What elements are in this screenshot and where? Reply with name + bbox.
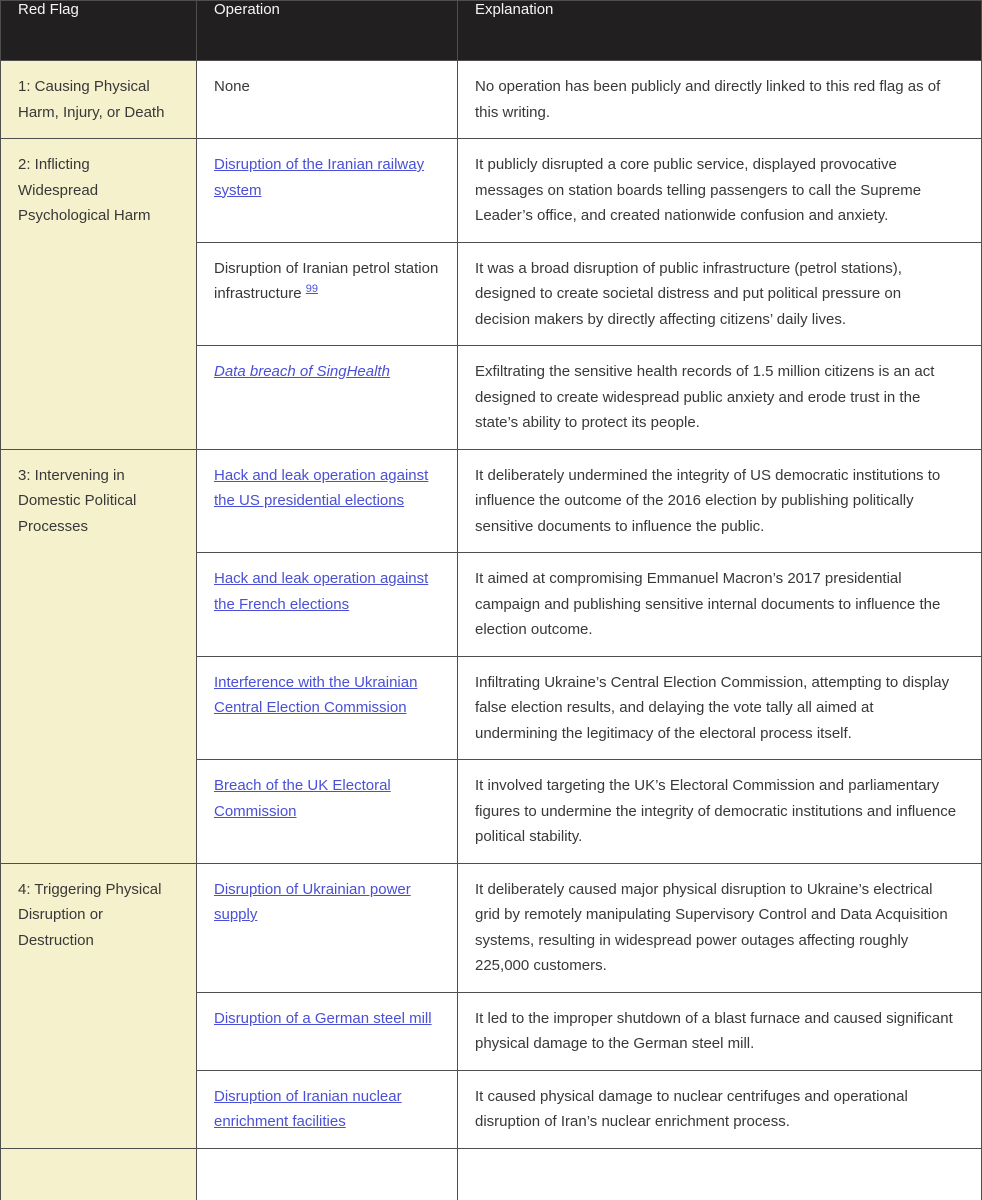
explanation-cell: It involved targeting the UK’s Electoral Commission and parliamentary figures to undermine the integrity of democratic institutions and influence political stability.: [458, 760, 982, 864]
table-body: [1, 61, 982, 1200]
explanation-cell: [458, 1148, 982, 1200]
red-flag-cell: [1, 1148, 197, 1200]
operation-label: Disruption of Iranian petrol station infrastructure: [214, 259, 439, 302]
operation-link[interactable]: Disruption of Iranian nuclear enrichment facilities: [214, 1087, 402, 1130]
operation-cell: [197, 656, 458, 760]
operation-cell: [197, 1070, 458, 1148]
red-flag-cell: 2: Inflicting Widespread Psychological Harm: [1, 139, 197, 450]
operation-link[interactable]: Disruption of Ukrainian power supply: [214, 880, 411, 923]
operation-link[interactable]: Disruption of a German steel mill: [214, 1009, 432, 1027]
table-row: [1, 1148, 982, 1200]
red-flag-cell: 3: Intervening in Domestic Political Processes: [1, 449, 197, 863]
operation-cell: [197, 992, 458, 1070]
operation-link[interactable]: Breach of the UK Electoral Commission: [214, 777, 391, 820]
operation-cell: [197, 346, 458, 450]
explanation-cell: It was a broad disruption of public infrastructure (petrol stations), designed to create societal distress and put political pressure on decision makers by directly affecting citizens’ daily lives.: [458, 242, 982, 346]
column-header-operation: Operation: [197, 1, 458, 61]
operation-cell: [197, 760, 458, 864]
explanation-cell: Exfiltrating the sensitive health records of 1.5 million citizens is an act designed to create widespread public anxiety and erode trust in the state’s ability to protect its people.: [458, 346, 982, 450]
footnote-ref: [306, 281, 318, 295]
column-header-red-flag: Red Flag: [1, 1, 197, 61]
table-row: [1, 863, 982, 992]
explanation-cell: It deliberately undermined the integrity of US democratic institutions to influence the outcome of the 2016 election by publishing politically sensitive documents to influence the public.: [458, 449, 982, 553]
red-flag-cell: 1: Causing Physical Harm, Injury, or Death: [1, 61, 197, 139]
operation-label: None: [214, 78, 250, 95]
operation-cell: [197, 1148, 458, 1200]
table-header: [1, 1, 982, 61]
explanation-cell: It aimed at compromising Emmanuel Macron’s 2017 presidential campaign and publishing sensitive internal documents to influence the election outcome.: [458, 553, 982, 657]
operation-link[interactable]: Hack and leak operation against the French elections: [214, 570, 429, 613]
operation-cell: [197, 449, 458, 553]
red-flag-cell: 4: Triggering Physical Disruption or Destruction: [1, 863, 197, 1148]
operation-cell: [197, 139, 458, 243]
operation-link[interactable]: Data breach of SingHealth: [214, 363, 390, 380]
explanation-cell: It publicly disrupted a core public service, displayed provocative messages on station boards telling passengers to call the Supreme Leader’s office, and created nationwide confusion and anxiety.: [458, 139, 982, 243]
operation-link[interactable]: Disruption of the Iranian railway system: [214, 156, 425, 199]
operation-link[interactable]: Interference with the Ukrainian Central Election Commission: [214, 673, 418, 716]
column-header-explanation: Explanation: [458, 1, 982, 61]
table-row: [1, 449, 982, 553]
explanation-cell: It led to the improper shutdown of a blast furnace and caused significant physical damage to the German steel mill.: [458, 992, 982, 1070]
explanation-cell: It deliberately caused major physical disruption to Ukraine’s electrical grid by remotely manipulating Supervisory Control and Data Acquisition systems, resulting in widespread power outages affecting roughly 225,000 customers.: [458, 863, 982, 992]
explanation-cell: No operation has been publicly and directly linked to this red flag as of this writing.: [458, 61, 982, 139]
operation-link[interactable]: Hack and leak operation against the US presidential elections: [214, 466, 429, 509]
operation-cell: [197, 553, 458, 657]
explanation-cell: It caused physical damage to nuclear centrifuges and operational disruption of Iran’s nuclear enrichment process.: [458, 1070, 982, 1148]
table-row: [1, 61, 982, 139]
operation-cell: [197, 863, 458, 992]
table-row: [1, 139, 982, 243]
operation-cell: [197, 61, 458, 139]
footnote-link[interactable]: 99: [305, 283, 318, 295]
operation-cell: [197, 242, 458, 346]
explanation-cell: Infiltrating Ukraine’s Central Election Commission, attempting to display false election results, and delaying the vote tally all aimed at undermining the legitimacy of the electoral process itself.: [458, 656, 982, 760]
header-row: [1, 1, 982, 61]
